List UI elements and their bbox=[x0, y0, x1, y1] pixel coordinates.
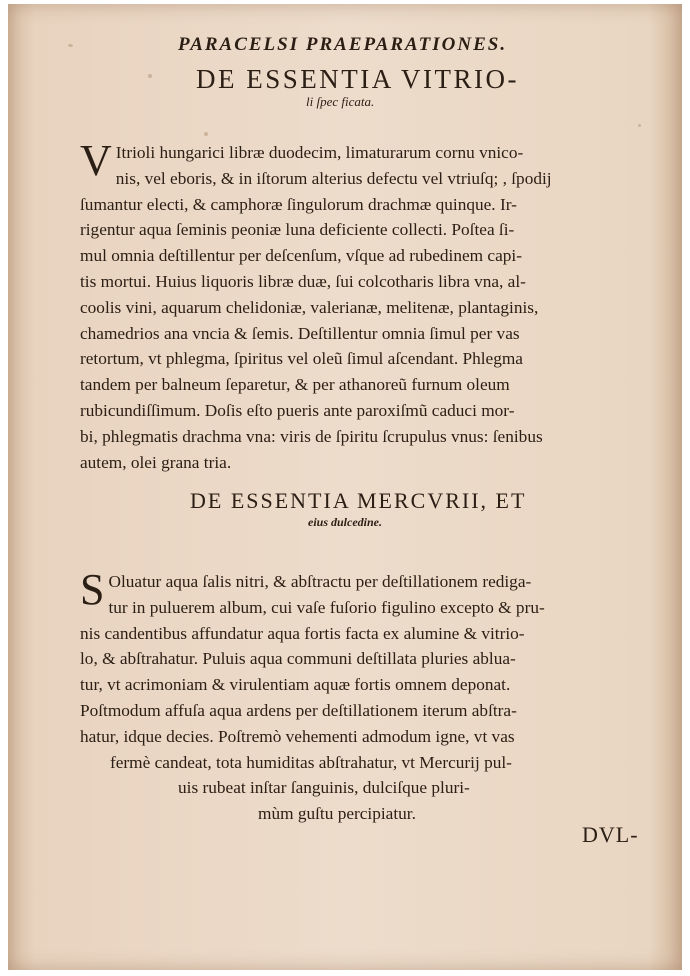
text-line: mùm guſtu percipiatur. bbox=[258, 804, 416, 824]
text-line: lo, & abſtrahatur. Puluis aqua communi deſtillata pluries ablua- bbox=[80, 649, 516, 669]
text-line: uis rubeat inſtar ſanguinis, dulciſque pluri- bbox=[178, 778, 470, 798]
text-line: bi, phlegmatis drachma vna: viris de ſpiritu ſcrupulus vnus: ſenibus bbox=[80, 426, 543, 446]
section-subtitle-vitrioli: li ſpec ficata. bbox=[306, 94, 375, 109]
text-line: Itrioli hungarici libræ duodecim, limaturarum cornu vnico- bbox=[115, 143, 524, 162]
running-head: PARACELSI PRAEPARATIONES. bbox=[178, 34, 508, 55]
text-line: nis candentibus affundatur aqua fortis facta ex alumine & vitrio- bbox=[80, 623, 525, 643]
section-title-mercurii: DE ESSENTIA MERCVRII, ET bbox=[190, 488, 527, 513]
paragraph-vitrioli bbox=[80, 136, 646, 475]
text-line: chamedrios ana vncia & ſemis. Deſtillentur omnia ſimul per vas bbox=[80, 323, 520, 343]
paragraph-mercurii bbox=[80, 565, 646, 827]
book-page bbox=[8, 4, 682, 970]
drop-cap: S bbox=[80, 565, 105, 614]
section-title-vitrioli: DE ESSENTIA VITRIO- bbox=[196, 64, 519, 94]
text-line: Oluatur aqua ſalis nitri, & abſtractu per deſtillationem rediga- bbox=[108, 572, 532, 591]
text-line: tur in puluerem album, cui vaſe fuſorio figulino excepto & pru- bbox=[108, 597, 545, 617]
text-line: tur, vt acrimoniam & virulentiam aquæ fortis omnem deponat. bbox=[80, 675, 511, 695]
text-line: rigentur aqua ſeminis peoniæ luna deficiente collecti. Poſtea ſi- bbox=[80, 220, 515, 240]
text-line: rubicundiſſimum. Doſis eſto pueris ante paroxiſmũ caduci mor- bbox=[80, 400, 515, 420]
catchword: DVL- bbox=[582, 822, 639, 847]
section-subtitle-mercurii: eius dulcedine. bbox=[308, 515, 382, 529]
text-line: retortum, vt phlegma, ſpiritus vel oleũ ſimul aſcendant. Phlegma bbox=[80, 349, 523, 369]
text-line: fermè candeat, tota humiditas abſtrahatur, vt Mercurij pul- bbox=[110, 752, 512, 772]
text-line: tis mortui. Huius liquoris libræ duæ, ſui colcotharis libra vna, al- bbox=[80, 271, 526, 291]
text-line: Poſtmodum affuſa aqua ardens per deſtillationem iterum abſtra- bbox=[80, 700, 517, 720]
text-line: autem, olei grana tria. bbox=[80, 452, 232, 472]
text-line: ſumantur electi, & camphoræ ſingulorum drachmæ quinque. Ir- bbox=[80, 194, 517, 214]
text-line: coolis vini, aquarum chelidoniæ, valerianæ, melitenæ, plantaginis, bbox=[80, 297, 539, 317]
drop-cap: V bbox=[80, 136, 112, 185]
text-line: hatur, idque decies. Poſtremò vehementi admodum igne, vt vas bbox=[80, 726, 515, 746]
text-line: tandem per balneum ſeparetur, & per athanoreũ furnum oleum bbox=[80, 375, 510, 395]
text-line: nis, vel eboris, & in iſtorum alterius defectu vel vtriuſq; , ſpodij bbox=[115, 168, 552, 188]
text-line: mul omnia deſtillentur per deſcenſum, vſque ad rubedinem capi- bbox=[80, 246, 522, 266]
